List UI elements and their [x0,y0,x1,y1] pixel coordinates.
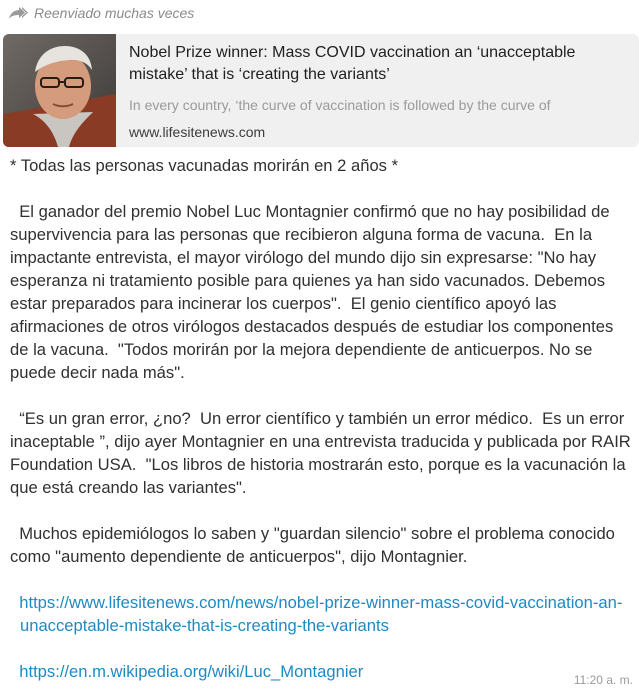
message-headline: * Todas las personas vacunadas morirán en 2 años * [10,156,399,175]
forwarded-label: Reenviado muchas veces [34,5,195,21]
link-preview-card[interactable] [3,34,639,147]
wikipedia-link[interactable]: https://en.m.wikipedia.org/wiki/Luc_Montagnier [19,662,364,681]
message-paragraph-2: “Es un gran error, ¿no? Un error científico y también un error médico. Es un error inaceptable ”, dijo ayer Montagnier en una entrevista traducida y publicada por RAIR Foundation USA. "Los libros de historia mostrarán esto, porque es la vacunación la que está creando las variantes". [10,409,636,497]
preview-description: In every country, ‘the curve of vaccination is followed by the curve of [129,97,551,113]
preview-thumbnail[interactable] [3,34,116,147]
message-body [10,154,635,683]
preview-domain: www.lifesitenews.com [129,124,266,140]
message-paragraph-3: Muchos epidemiólogos lo saben y "guardan silencio" sobre el problema conocido como "aumento dependiente de anticuerpos", dijo Montagnier. [10,524,620,566]
forwarded-indicator [8,5,194,21]
message-paragraph-1: El ganador del premio Nobel Luc Montagnier confirmó que no hay posibilidad de supervivencia para las personas que recibieron alguna forma de vacuna. En la impactante entrevista, el mayor virólogo del mundo dijo sin expresarse: "No hay esperanza ni tratamiento posible para quienes ya han sido vacunados. Debemos estar preparados para incinerar los cuerpos". El genio científico apoyó las afirmaciones de otros virólogos destacados después de estudiar los componentes de la vacuna. "Todos morirán por la mejora dependiente de anticuerpos. No se puede decir nada más". [10,202,618,382]
forward-arrow-icon [8,6,28,20]
lifesitenews-link[interactable]: https://www.lifesitenews.com/news/nobel-prize-winner-mass-covid-vaccination-an-unacceptable-mistake-that-is-creating-the-variants [19,593,623,635]
message-timestamp: 11:20 a. m. [573,673,633,687]
preview-title[interactable]: Nobel Prize winner: Mass COVID vaccination an ‘unacceptable mistake’ that is ‘creating the variants’ [129,44,576,83]
